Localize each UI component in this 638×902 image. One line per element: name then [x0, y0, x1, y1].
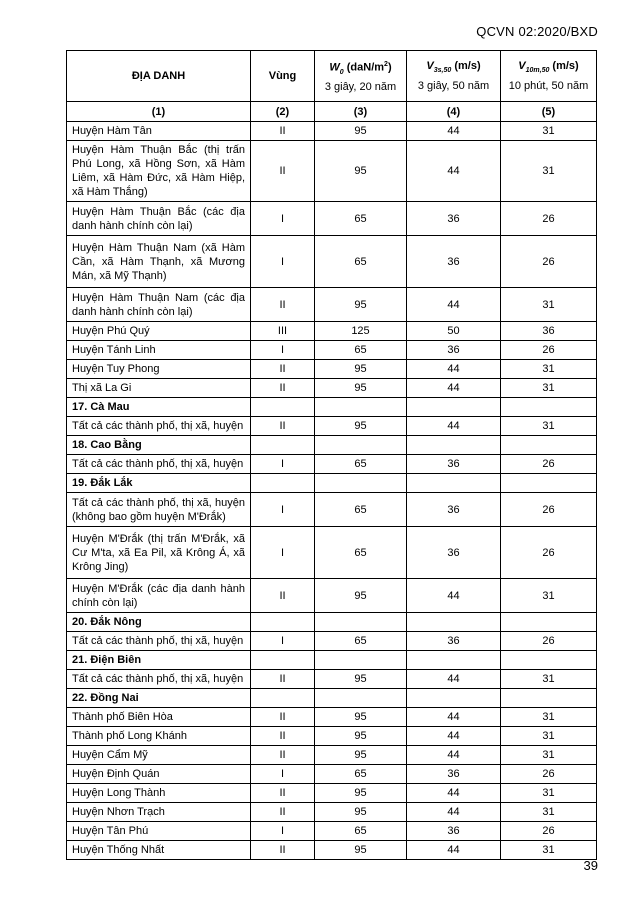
table-header-row — [67, 51, 597, 102]
place-name-cell: Huyện Tánh Linh — [67, 341, 251, 360]
v3s-cell: 50 — [407, 322, 501, 341]
zone-cell: II — [251, 122, 315, 141]
header-v3s-desc: 3 giây, 50 năm — [417, 79, 490, 92]
table-row — [67, 822, 597, 841]
v3s-cell: 44 — [407, 122, 501, 141]
v3s-cell: 36 — [407, 236, 501, 288]
table-row — [67, 379, 597, 398]
v3s-cell: 44 — [407, 746, 501, 765]
v10m-cell: 31 — [501, 727, 597, 746]
table-section-row — [67, 474, 597, 493]
zone-cell: I — [251, 236, 315, 288]
w0-cell: 95 — [315, 417, 407, 436]
header-w0 — [315, 51, 407, 102]
v3s-cell: 36 — [407, 202, 501, 236]
zone-cell: II — [251, 784, 315, 803]
header-w0-superscript: 2 — [384, 61, 388, 69]
zone-cell: II — [251, 841, 315, 860]
w0-cell: 95 — [315, 727, 407, 746]
v3s-cell — [407, 474, 501, 493]
zone-cell: II — [251, 727, 315, 746]
w0-cell: 95 — [315, 579, 407, 613]
w0-cell: 65 — [315, 765, 407, 784]
v10m-cell — [501, 651, 597, 670]
zone-cell: I — [251, 632, 315, 651]
header-v10m-symbol: V — [518, 60, 526, 73]
v10m-cell: 31 — [501, 708, 597, 727]
w0-cell — [315, 398, 407, 417]
v10m-cell: 31 — [501, 670, 597, 689]
zone-cell: III — [251, 322, 315, 341]
table-section-row — [67, 398, 597, 417]
table-row — [67, 784, 597, 803]
place-name-cell: Huyện M'Đrắk (thị trấn M'Đrắk, xã Cư M'ta, xã Ea Pil, xã Krông Á, xã Krông Jing) — [67, 527, 251, 579]
v10m-cell: 31 — [501, 417, 597, 436]
v10m-cell: 31 — [501, 803, 597, 822]
w0-cell: 65 — [315, 822, 407, 841]
place-name-cell: Huyện Định Quán — [67, 765, 251, 784]
v3s-cell: 36 — [407, 822, 501, 841]
w0-cell: 65 — [315, 341, 407, 360]
v3s-cell: 36 — [407, 341, 501, 360]
v3s-cell: 44 — [407, 417, 501, 436]
place-name-cell: Huyện Cẩm Mỹ — [67, 746, 251, 765]
v10m-cell — [501, 689, 597, 708]
header-w0-subscript: 0 — [339, 68, 344, 76]
v10m-cell: 26 — [501, 632, 597, 651]
place-name-cell: Tất cả các thành phố, thị xã, huyện — [67, 455, 251, 474]
table-section-row — [67, 436, 597, 455]
place-name-cell: 20. Đắk Nông — [67, 613, 251, 632]
v10m-cell: 31 — [501, 379, 597, 398]
w0-cell: 95 — [315, 784, 407, 803]
w0-cell: 65 — [315, 202, 407, 236]
v10m-cell: 31 — [501, 288, 597, 322]
table-row — [67, 841, 597, 860]
header-v3s — [407, 51, 501, 102]
v10m-cell: 26 — [501, 527, 597, 579]
header-zone: Vùng — [251, 51, 315, 102]
header-v10m-unit: (m/s) — [549, 60, 579, 73]
v3s-cell — [407, 651, 501, 670]
wind-pressure-table — [66, 50, 597, 860]
zone-cell: II — [251, 360, 315, 379]
zone-cell: I — [251, 202, 315, 236]
header-w0-symbol: W — [329, 61, 340, 74]
zone-cell: I — [251, 822, 315, 841]
header-w0-desc: 3 giây, 20 năm — [324, 80, 397, 93]
v10m-cell: 26 — [501, 765, 597, 784]
place-name-cell: Tất cả các thành phố, thị xã, huyện — [67, 417, 251, 436]
w0-cell — [315, 613, 407, 632]
place-name-cell: 22. Đồng Nai — [67, 689, 251, 708]
w0-cell: 125 — [315, 322, 407, 341]
zone-cell: I — [251, 341, 315, 360]
v10m-cell: 31 — [501, 579, 597, 613]
zone-cell: II — [251, 579, 315, 613]
zone-cell: II — [251, 141, 315, 202]
v3s-cell — [407, 398, 501, 417]
w0-cell: 65 — [315, 455, 407, 474]
v3s-cell: 36 — [407, 493, 501, 527]
w0-cell: 95 — [315, 360, 407, 379]
header-v10m-desc: 10 phút, 50 năm — [508, 79, 589, 92]
w0-cell — [315, 651, 407, 670]
w0-cell: 95 — [315, 141, 407, 202]
place-name-cell: Huyện Hàm Thuận Nam (các địa danh hành chính còn lại) — [67, 288, 251, 322]
column-number: (4) — [407, 102, 501, 122]
place-name-cell: Huyện Hàm Thuận Bắc (các địa danh hành chính còn lại) — [67, 202, 251, 236]
v3s-cell: 44 — [407, 708, 501, 727]
w0-cell: 95 — [315, 379, 407, 398]
table-section-row — [67, 651, 597, 670]
table-row — [67, 670, 597, 689]
zone-cell — [251, 436, 315, 455]
v10m-cell — [501, 613, 597, 632]
v10m-cell: 31 — [501, 360, 597, 379]
w0-cell: 95 — [315, 288, 407, 322]
table-section-row — [67, 689, 597, 708]
v10m-cell: 26 — [501, 822, 597, 841]
v3s-cell: 44 — [407, 379, 501, 398]
w0-cell: 95 — [315, 746, 407, 765]
w0-cell: 95 — [315, 803, 407, 822]
zone-cell: I — [251, 493, 315, 527]
place-name-cell: Huyện Tân Phú — [67, 822, 251, 841]
v3s-cell: 44 — [407, 841, 501, 860]
zone-cell: II — [251, 379, 315, 398]
place-name-cell: 19. Đắk Lắk — [67, 474, 251, 493]
table-row — [67, 765, 597, 784]
table-row — [67, 632, 597, 651]
place-name-cell: Huyện Tuy Phong — [67, 360, 251, 379]
v3s-cell: 36 — [407, 632, 501, 651]
place-name-cell: Huyện Phú Quý — [67, 322, 251, 341]
place-name-cell: Thị xã La Gi — [67, 379, 251, 398]
v3s-cell: 44 — [407, 360, 501, 379]
place-name-cell: Huyện Long Thành — [67, 784, 251, 803]
table-row — [67, 746, 597, 765]
table-row — [67, 708, 597, 727]
table-row — [67, 141, 597, 202]
table-row — [67, 579, 597, 613]
zone-cell: II — [251, 708, 315, 727]
zone-cell — [251, 651, 315, 670]
w0-cell: 65 — [315, 493, 407, 527]
v10m-cell — [501, 436, 597, 455]
zone-cell: II — [251, 746, 315, 765]
zone-cell — [251, 613, 315, 632]
column-number: (3) — [315, 102, 407, 122]
v3s-cell — [407, 689, 501, 708]
table-row — [67, 727, 597, 746]
header-v3s-symbol: V — [426, 60, 434, 73]
place-name-cell: Tất cả các thành phố, thị xã, huyện — [67, 670, 251, 689]
v3s-cell: 36 — [407, 455, 501, 474]
table-row — [67, 417, 597, 436]
place-name-cell: Tất cả các thành phố, thị xã, huyện (không bao gồm huyện M'Đrắk) — [67, 493, 251, 527]
header-place-name: ĐỊA DANH — [67, 51, 251, 102]
zone-cell — [251, 398, 315, 417]
table-row — [67, 493, 597, 527]
w0-cell: 65 — [315, 236, 407, 288]
zone-cell — [251, 689, 315, 708]
place-name-cell: 18. Cao Bằng — [67, 436, 251, 455]
v3s-cell: 44 — [407, 141, 501, 202]
column-number-row — [67, 102, 597, 122]
table-row — [67, 202, 597, 236]
table-section-row — [67, 613, 597, 632]
table-row — [67, 322, 597, 341]
place-name-cell: Huyện Hàm Tân — [67, 122, 251, 141]
column-number: (2) — [251, 102, 315, 122]
zone-cell: II — [251, 803, 315, 822]
header-v3s-unit: (m/s) — [451, 60, 481, 73]
w0-cell: 95 — [315, 841, 407, 860]
table-body — [67, 122, 597, 860]
v10m-cell: 31 — [501, 841, 597, 860]
table-row — [67, 288, 597, 322]
v3s-cell: 36 — [407, 527, 501, 579]
v3s-cell: 44 — [407, 803, 501, 822]
w0-cell: 65 — [315, 527, 407, 579]
header-v10m-subscript: 10m,50 — [525, 67, 550, 75]
v10m-cell: 31 — [501, 784, 597, 803]
place-name-cell: Thành phố Long Khánh — [67, 727, 251, 746]
column-number: (1) — [67, 102, 251, 122]
v10m-cell: 26 — [501, 493, 597, 527]
document-code: QCVN 02:2020/BXD — [476, 24, 598, 39]
table-row — [67, 803, 597, 822]
place-name-cell: Huyện Hàm Thuận Bắc (thị trấn Phú Long, xã Hồng Sơn, xã Hàm Liêm, xã Hàm Đức, xã Hàm Hiệp, xã Hàm Thắng) — [67, 141, 251, 202]
header-w0-close: ) — [387, 61, 392, 74]
v3s-cell — [407, 436, 501, 455]
place-name-cell: 21. Điện Biên — [67, 651, 251, 670]
w0-cell — [315, 689, 407, 708]
zone-cell: II — [251, 288, 315, 322]
header-v3s-subscript: 3s,50 — [433, 67, 452, 75]
place-name-cell: 17. Cà Mau — [67, 398, 251, 417]
v10m-cell: 31 — [501, 122, 597, 141]
v3s-cell: 44 — [407, 288, 501, 322]
v10m-cell — [501, 474, 597, 493]
place-name-cell: Huyện Nhơn Trạch — [67, 803, 251, 822]
table-row — [67, 527, 597, 579]
v10m-cell: 26 — [501, 341, 597, 360]
page-number: 39 — [583, 858, 598, 873]
zone-cell: II — [251, 670, 315, 689]
w0-cell: 65 — [315, 632, 407, 651]
zone-cell: I — [251, 765, 315, 784]
v3s-cell: 44 — [407, 784, 501, 803]
v3s-cell: 44 — [407, 727, 501, 746]
column-number: (5) — [501, 102, 597, 122]
w0-cell: 95 — [315, 122, 407, 141]
v3s-cell — [407, 613, 501, 632]
table-row — [67, 341, 597, 360]
table-row — [67, 360, 597, 379]
zone-cell: II — [251, 417, 315, 436]
v10m-cell — [501, 398, 597, 417]
place-name-cell: Thành phố Biên Hòa — [67, 708, 251, 727]
v10m-cell: 31 — [501, 141, 597, 202]
v3s-cell: 44 — [407, 579, 501, 613]
zone-cell — [251, 474, 315, 493]
place-name-cell: Huyện M'Đrắk (các địa danh hành chính còn lại) — [67, 579, 251, 613]
zone-cell: I — [251, 455, 315, 474]
header-v10m — [501, 51, 597, 102]
table-row — [67, 122, 597, 141]
v10m-cell: 26 — [501, 455, 597, 474]
table-row — [67, 455, 597, 474]
v10m-cell: 26 — [501, 202, 597, 236]
v10m-cell: 31 — [501, 746, 597, 765]
v3s-cell: 36 — [407, 765, 501, 784]
w0-cell — [315, 474, 407, 493]
v10m-cell: 26 — [501, 236, 597, 288]
v3s-cell: 44 — [407, 670, 501, 689]
header-w0-unit: (daN/m — [343, 61, 385, 74]
v10m-cell: 36 — [501, 322, 597, 341]
zone-cell: I — [251, 527, 315, 579]
place-name-cell: Huyện Hàm Thuận Nam (xã Hàm Cần, xã Hàm Thạnh, xã Mương Mán, xã Mỹ Thạnh) — [67, 236, 251, 288]
w0-cell — [315, 436, 407, 455]
w0-cell: 95 — [315, 670, 407, 689]
table-row — [67, 236, 597, 288]
w0-cell: 95 — [315, 708, 407, 727]
place-name-cell: Huyện Thống Nhất — [67, 841, 251, 860]
place-name-cell: Tất cả các thành phố, thị xã, huyện — [67, 632, 251, 651]
